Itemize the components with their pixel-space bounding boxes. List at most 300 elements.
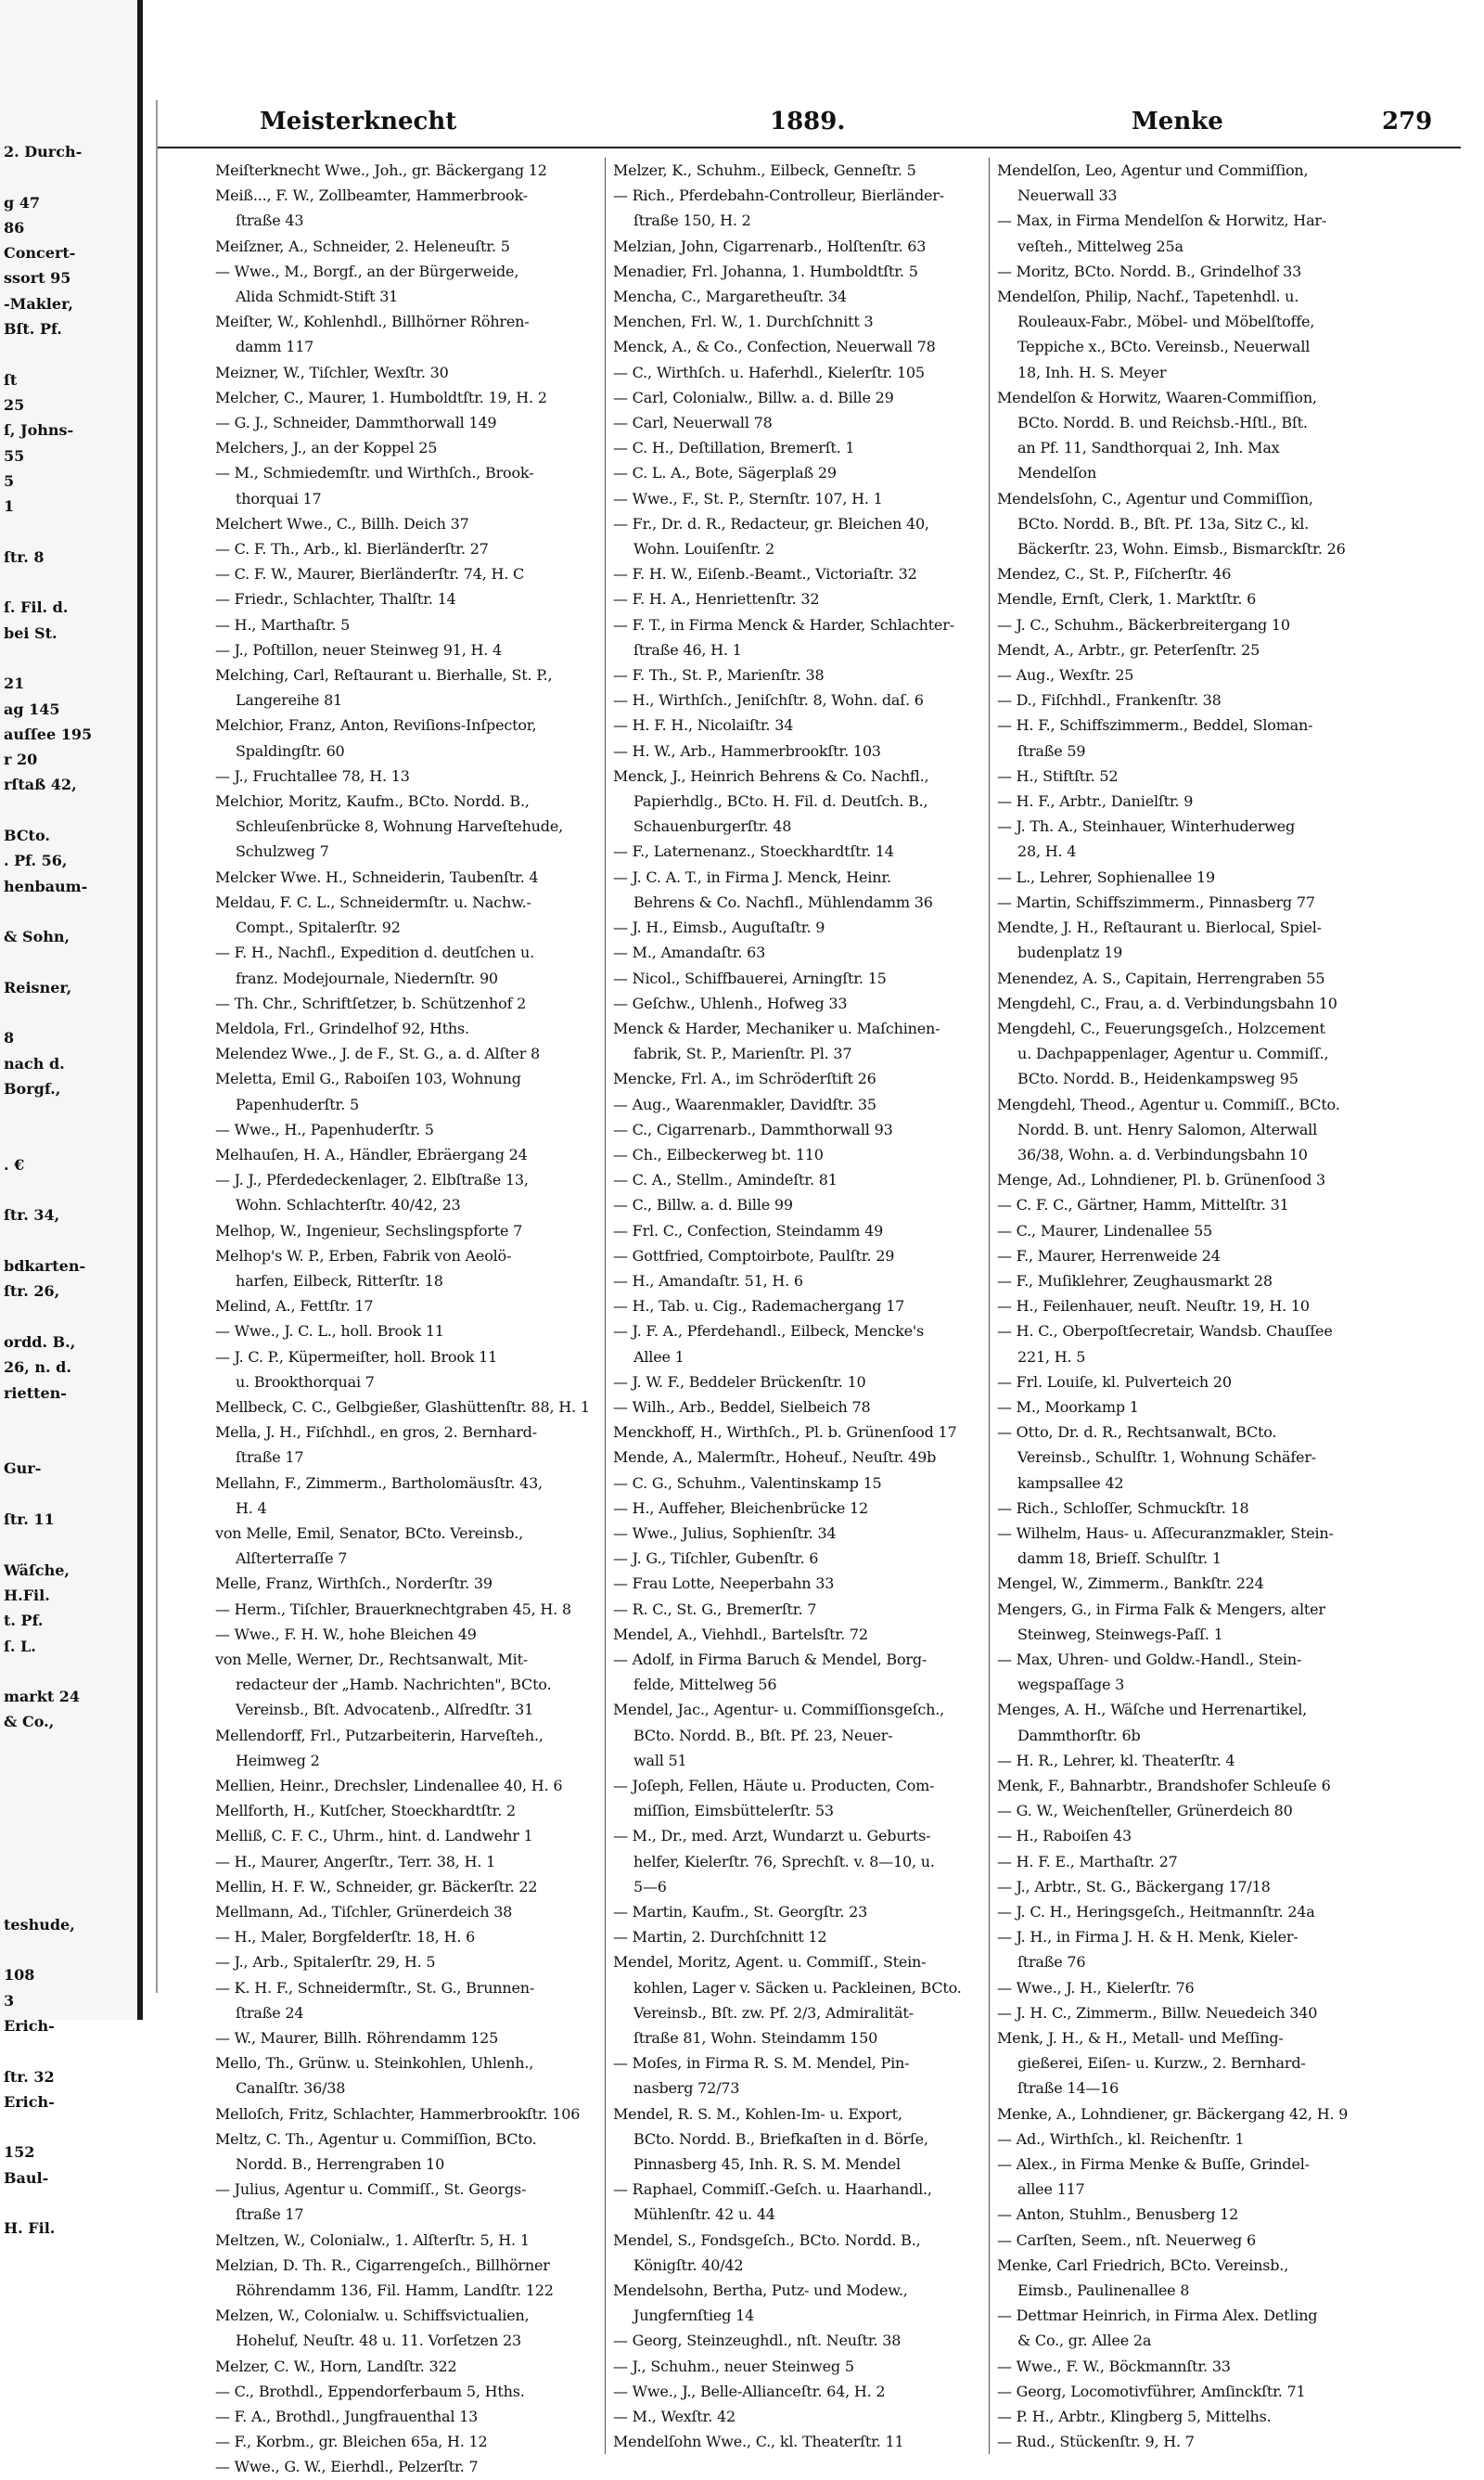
entry-continuation: 5—6 [633,1877,667,1895]
entry-continuation: allee 117 [1017,2180,1085,2199]
directory-entry: Meltz, C. Th., Agentur u. Commiſſion, BCto. [215,2129,537,2148]
directory-entry: Melliß, C. F. C., Uhrm., hint. d. Landwehr 1 [215,1827,533,1845]
margin-fragment: 152 [4,2143,35,2162]
directory-entry: — Wwe., M., Borgf., an der Bürgerweide, [215,262,519,280]
entry-continuation: harfen, Eilbeck, Ritterſtr. 18 [236,1271,443,1290]
directory-entry: — H., Tab. u. Cig., Rademachergang 17 [613,1297,905,1316]
directory-entry: — Martin, Schiffszimmerm., Pinnasberg 77 [997,893,1315,911]
margin-fragment [0,1431,130,1456]
directory-entry: Menendez, A. S., Capitain, Herrengraben 55 [997,969,1325,987]
margin-fragment: ssort 95 [4,269,71,288]
margin-fragment [0,2114,130,2139]
entry-continuation: ſtraße 76 [1017,1953,1086,1972]
directory-entry: Melching, Carl, Reſtaurant u. Bierhalle, St. P., [215,666,553,685]
directory-entry: — H. F. H., Nicolaiſtr. 34 [613,716,794,735]
entry-continuation: Steinweg, Steinwegs-Paſſ. 1 [1017,1625,1223,1643]
directory-entry: — H. W., Arb., Hammerbrookſtr. 103 [613,741,881,760]
margin-fragment [0,1886,130,1911]
directory-column-1 [215,158,616,2480]
directory-entry: — Moritz, BCto. Nordd. B., Grindelhof 33 [997,262,1302,280]
margin-fragment: henbaum- [4,877,88,895]
margin-fragment [0,1811,130,1836]
directory-entry: Mellforth, H., Kutſcher, Stoeckhardtſtr. 2 [215,1802,516,1820]
directory-entry: Melzer, C. W., Horn, Landſtr. 322 [215,2357,457,2375]
previous-page-fragments [0,139,130,2242]
entry-continuation: 221, H. 5 [1017,1347,1086,1366]
margin-fragment: 26, n. d. [4,1358,71,1377]
directory-entry: Mendel, Moritz, Agent. u. Commiſſ., Stein- [613,1953,927,1972]
directory-entry: — Friedr., Schlachter, Thalſtr. 14 [215,590,456,609]
margin-fragment [0,646,130,671]
margin-fragment: ag 145 [4,700,60,718]
entry-continuation: BCto. Nordd. B., Bſt. Pf. 13a, Sitz C., kl. [1017,514,1310,533]
directory-entry: — Carl, Colonialw., Billw. a. d. Bille 29 [613,388,894,406]
directory-entry: — J., Arb., Spitalerſtr. 29, H. 5 [215,1953,436,1972]
directory-entry: Melzer, K., Schuhm., Eilbeck, Genneſtr. 5 [613,161,916,179]
margin-fragment: Gur- [4,1459,42,1478]
directory-entry: Mendelſon & Horwitz, Waaren-Commiſſion, [997,388,1317,406]
directory-entry: Melchior, Moritz, Kaufm., BCto. Nordd. B., [215,792,530,811]
entry-continuation: Allee 1 [633,1347,684,1366]
directory-entry: — Martin, 2. Durchſchnitt 12 [613,1928,827,1947]
directory-entry: — H., Maler, Borgfelderſtr. 18, H. 6 [215,1928,476,1947]
entry-continuation: u. Dachpappenlager, Agentur u. Commiſſ., [1017,1045,1329,1063]
margin-fragment [0,1127,130,1152]
directory-entry: Menadier, Frl. Johanna, 1. Humboldtſtr. 5 [613,262,918,280]
entry-continuation: Nordd. B. unt. Henry Salomon, Alterwall [1017,1120,1317,1138]
directory-entry: Mendel, A., Viehhdl., Bartelsſtr. 72 [613,1625,868,1643]
directory-entry: — Wwe., F., St. P., Sternſtr. 107, H. 1 [613,489,883,508]
entry-continuation: Schleuſenbrücke 8, Wohnung Harveſtehude, [236,817,563,836]
directory-entry: Mella, J. H., Fiſchhdl., en gros, 2. Bernhard- [215,1423,537,1442]
directory-entry: — Max, Uhren- und Goldw.-Handl., Stein- [997,1650,1302,1668]
directory-entry: Mellmann, Ad., Tiſchler, Grünerdeich 38 [215,1903,513,1921]
directory-entry: Mengers, G., in Firma Falk & Mengers, alter [997,1600,1325,1618]
margin-fragment: . Pf. 56, [4,852,68,870]
directory-entry: — C. G., Schuhm., Valentinskamp 15 [613,1473,882,1492]
margin-fragment [0,1861,130,1886]
entry-continuation: BCto. Nordd. B., Heidenkampsweg 95 [1017,1070,1298,1088]
directory-entry: Menck, A., & Co., Confection, Neuerwall 78 [613,338,936,356]
directory-entry: — H., Amandaſtr. 51, H. 6 [613,1271,803,1290]
entry-continuation: Schulzweg 7 [236,842,329,861]
directory-entry: — J. J., Pferdedeckenlager, 2. Elbſtraße 13, [215,1171,529,1189]
directory-entry: — Joſeph, Fellen, Häute u. Producten, Com- [613,1777,935,1794]
directory-entry: — Rud., Stückenſtr. 9, H. 7 [997,2433,1195,2451]
directory-entry: Melchert Wwe., C., Billh. Deich 37 [215,514,469,533]
margin-fragment: t. Pf. [4,1612,44,1630]
directory-entry: Melcker Wwe. H., Schneiderin, Taubenſtr. 4 [215,867,539,886]
directory-entry: Menck, J., Heinrich Behrens & Co. Nachfl., [613,766,929,785]
directory-entry: — M., Moorkamp 1 [997,1397,1139,1416]
directory-entry: — H., Marthaſtr. 5 [215,615,351,634]
directory-entry: — Carſten, Seem., nſt. Neuerweg 6 [997,2230,1256,2249]
entry-continuation: Mühlenſtr. 42 u. 44 [633,2205,775,2224]
directory-entry: Mendel, Jac., Agentur- u. Commiſſionsgeſch., [613,1701,944,1719]
margin-fragment: Concert- [4,244,76,263]
directory-entry: Melzian, D. Th. R., Cigarrengeſch., Billhörner [215,2255,550,2274]
page-number: 279 [1382,108,1433,135]
entry-continuation: ſtraße 81, Wohn. Steindamm 150 [633,2029,878,2048]
directory-entry: Mendel, R. S. M., Kohlen-Im- u. Export, [613,2104,902,2123]
entry-continuation: Vereinsb., Bſt. Advocatenb., Alſredſtr. 31 [236,1701,534,1719]
margin-fragment [0,1406,130,1431]
directory-entry: — J., Arbtr., St. G., Bäckergang 17/18 [997,1877,1271,1895]
directory-entry: — C., Cigarrenarb., Dammthorwall 93 [613,1120,893,1138]
directory-entry: Mende, A., Malermſtr., Hoheuf., Neuſtr. 49b [613,1448,937,1467]
previous-page-edge [0,0,143,2238]
entry-continuation: Mendelſon [1017,464,1097,482]
directory-entry: — J. G., Tiſchler, Gubenſtr. 6 [613,1549,819,1568]
directory-entry: Meiſzner, A., Schneider, 2. Heleneuſtr. 5 [215,237,510,255]
margin-fragment: Borgf., [4,1079,61,1098]
directory-entry: — H. F., Arbtr., Danielſtr. 9 [997,792,1194,811]
entry-continuation: felde, Mittelweg 56 [633,1676,777,1694]
directory-entry: Mencha, C., Margaretheuſtr. 34 [613,288,847,306]
margin-fragment: -Makler, [4,294,73,313]
directory-entry: — Wwe., F. H. W., hohe Bleichen 49 [215,1625,477,1643]
margin-fragment: H. Fil. [4,2219,56,2238]
directory-entry: Menckhoff, H., Wirthſch., Pl. b. Grünenſood 17 [613,1423,957,1442]
directory-entry: — Adolf, in Firma Baruch & Mendel, Borg- [613,1650,928,1668]
directory-column-2 [605,158,1014,2454]
directory-entry: — D., Fiſchhdl., Frankenſtr. 38 [997,691,1222,710]
directory-entry: Meiß..., F. W., Zollbeamter, Hammerbrook- [215,186,528,205]
margin-fragment: ſtr. 8 [4,547,45,566]
header-right-keyword: Menke [1132,108,1223,135]
directory-entry: — J. H., Eimsb., Auguſtaſtr. 9 [613,919,825,937]
directory-entry: — L., Lehrer, Sophienallee 19 [997,867,1215,886]
margin-fragment [0,1785,130,1810]
directory-entry: Mendte, J. H., Reſtaurant u. Bierlocal, Spiel- [997,919,1322,937]
entry-continuation: Dammthorſtr. 6b [1017,1726,1141,1744]
margin-fragment: rietten- [4,1383,67,1402]
directory-entry: Mencke, Frl. A., im Schröderſtift 26 [613,1070,876,1088]
directory-entry: — Wwe., F. W., Böckmannſtr. 33 [997,2357,1231,2375]
directory-entry: Mendt, A., Arbtr., gr. Peterſenſtr. 25 [997,640,1260,659]
entry-continuation: franz. Modejournale, Niedernſtr. 90 [236,969,498,987]
directory-entry: Mellahn, F., Zimmerm., Bartholomäusſtr. 43, [215,1473,543,1492]
directory-entry: — J. C. H., Heringsgeſch., Heitmannſtr. 24a [997,1903,1315,1921]
directory-entry: — Alex., in Firma Menke & Buſſe, Grindel- [997,2155,1310,2174]
entry-continuation: BCto. Nordd. B., Briefkaſten in d. Börſe, [633,2129,928,2148]
entry-continuation: wall 51 [633,1751,687,1769]
entry-continuation: ſtraße 59 [1017,741,1086,760]
entry-continuation: ſtraße 43 [236,212,304,230]
margin-fragment [0,570,130,595]
entry-continuation: Vereinsb., Bſt. zw. Pf. 2/3, Admiralität- [633,2003,914,2022]
margin-fragment: Erich- [4,2016,55,2035]
directory-entry: Mengdehl, Theod., Agentur u. Commiſſ., BCto. [997,1095,1340,1113]
directory-entry: Mello, Th., Grünw. u. Steinkohlen, Uhlenh., [215,2054,534,2073]
directory-entry: Mendelsſohn, C., Agentur und Commiſſion, [997,489,1313,508]
directory-entry: — F. Th., St. P., Marienſtr. 38 [613,666,825,685]
directory-entry: — M., Wexſtr. 42 [613,2408,736,2426]
entry-continuation: fabrik, St. P., Marienſtr. Pl. 37 [633,1045,852,1063]
directory-entry: Meizner, W., Tiſchler, Wexſtr. 30 [215,363,449,381]
directory-entry: — G. J., Schneider, Dammthorwall 149 [215,414,497,432]
directory-entry: — Georg, Steinzeughdl., nſt. Neuſtr. 38 [613,2332,902,2350]
margin-fragment [0,1228,130,1253]
entry-continuation: Eimsb., Paulinenallee 8 [1017,2281,1190,2300]
directory-column-3 [989,158,1398,2454]
entry-continuation: Neuerwall 33 [1017,186,1118,205]
margin-fragment: 21 [4,675,25,693]
directory-entry: — Wwe., J. C. L., holl. Brook 11 [215,1322,444,1341]
margin-fragment: Wäſche, [4,1561,70,1579]
margin-fragment: 8 [4,1029,15,1047]
directory-entry: — Carl, Neuerwall 78 [613,414,773,432]
directory-entry: — H., Raboiſen 43 [997,1827,1132,1845]
directory-entry: — Wwe., G. W., Eierhdl., Pelzerſtr. 7 [215,2458,479,2476]
directory-entry: Melle, Franz, Wirthſch., Norderſtr. 39 [215,1574,493,1593]
directory-entry: Melchior, Franz, Anton, Reviſions-Inſpector, [215,716,537,735]
entry-continuation: wegspaſſage 3 [1017,1676,1125,1694]
directory-entry: Melhop's W. P., Erben, Fabrik von Aeolö- [215,1246,512,1265]
directory-entry: Mellin, H. F. W., Schneider, gr. Bäckerſtr. 22 [215,1877,538,1895]
margin-fragment: r 20 [4,751,38,769]
directory-entry: — H., Auffeher, Bleichenbrücke 12 [613,1498,868,1517]
directory-entry: Meldau, F. C. L., Schneidermſtr. u. Nachw.- [215,893,531,911]
margin-fragment [0,798,130,823]
entry-continuation: Wohn. Louiſenſtr. 2 [633,540,774,559]
directory-entry: Melhauſen, H. A., Händler, Ebräergang 24 [215,1145,528,1163]
margin-fragment [0,1836,130,1861]
margin-fragment [0,1659,130,1684]
margin-fragment: 86 [4,218,25,237]
entry-continuation: Röhrendamm 136, Fil. Hamm, Landſtr. 122 [236,2281,554,2300]
directory-entry: Mengel, W., Zimmerm., Bankſtr. 224 [997,1574,1264,1593]
margin-fragment [0,1760,130,1785]
margin-fragment: rſtaß 42, [4,776,77,794]
margin-fragment: . € [4,1155,25,1174]
directory-entry: — Ch., Eilbeckerweg bt. 110 [613,1145,824,1163]
margin-fragment: Bſt. Pf. [4,320,62,339]
entry-continuation: an Pf. 11, Sandthorquai 2, Inh. Max [1017,439,1280,457]
directory-entry: — Frau Lotte, Neeperbahn 33 [613,1574,835,1593]
directory-entry: Mengdehl, C., Frau, a. d. Verbindungsbahn 10 [997,994,1337,1012]
entry-continuation: kampsallee 42 [1017,1473,1124,1492]
entry-continuation: kohlen, Lager v. Säcken u. Packleinen, BCto. [633,1978,962,1997]
directory-entry: — H. C., Oberpoſtſecretair, Wandsb. Chauſſee [997,1322,1333,1341]
directory-entry: Menke, Carl Friedrich, BCto. Vereinsb., [997,2255,1289,2274]
entry-continuation: H. 4 [236,1498,267,1517]
margin-fragment: nach d. [4,1054,65,1073]
entry-continuation: Pinnasberg 45, Inh. R. S. M. Mendel [633,2155,901,2174]
margin-fragment: ſtr. 26, [4,1282,60,1301]
directory-entry: — Frl. C., Confection, Steindamm 49 [613,1221,884,1240]
directory-entry: — P. H., Arbtr., Klingberg 5, Mittelhs. [997,2408,1272,2426]
margin-fragment: bei St. [4,623,58,642]
entry-continuation: Schauenburgerſtr. 48 [633,817,792,836]
directory-entry: — Moſes, in Firma R. S. M. Mendel, Pin- [613,2054,910,2073]
margin-fragment: g 47 [4,193,41,212]
margin-fragment: bdkarten- [4,1257,86,1276]
directory-entry: — M., Amandaſtr. 63 [613,944,766,962]
directory-entry: — F., Muſiklehrer, Zeughausmarkt 28 [997,1271,1273,1290]
directory-entry: Mendelsohn, Bertha, Putz- und Modew., [613,2281,908,2300]
directory-entry: — J. C., Schuhm., Bäckerbreitergang 10 [997,615,1290,634]
directory-entry: — Wwe., H., Papenhuderſtr. 5 [215,1120,434,1138]
directory-entry: — G. W., Weichenſteller, Grünerdeich 80 [997,1802,1293,1820]
directory-entry: von Melle, Emil, Senator, BCto. Vereinsb., [215,1523,524,1542]
margin-fragment [0,2038,130,2063]
entry-continuation: 36/38, Wohn. a. d. Verbindungsbahn 10 [1017,1145,1308,1163]
directory-entry: — Wwe., J. H., Kielerſtr. 76 [997,1978,1195,1997]
directory-entry: — F., Laternenanz., Stoeckhardtſtr. 14 [613,842,894,861]
margin-fragment [0,1304,130,1330]
margin-fragment [0,1937,130,1962]
entry-continuation: gießerei, Eiſen- u. Kurzw., 2. Bernhard- [1017,2054,1306,2073]
entry-continuation: Langereihe 81 [236,691,343,710]
directory-entry: — C. L. A., Bote, Sägerplaß 29 [613,464,837,482]
directory-entry: — Martin, Kaufm., St. Georgſtr. 23 [613,1903,868,1921]
directory-entry: Mellbeck, C. C., Gelbgießer, Glashüttenſtr. 88, H. 1 [215,1397,590,1416]
directory-entry: — J. H., in Firma J. H. & H. Menk, Kieler- [997,1928,1298,1947]
directory-entry: — C. F. Th., Arb., kl. Bierländerſtr. 27 [215,540,489,559]
margin-fragment [0,164,130,189]
margin-fragment: ſ. L. [4,1637,36,1655]
directory-entry: — J., Poſtillon, neuer Steinweg 91, H. 4 [215,640,502,659]
directory-entry: — C. F. C., Gärtner, Hamm, Mittelſtr. 31 [997,1196,1289,1214]
entry-continuation: 18, Inh. H. S. Meyer [1017,363,1167,381]
directory-entry: — R. C., St. G., Bremerſtr. 7 [613,1600,817,1618]
margin-fragment: 108 [4,1966,35,1985]
margin-fragment [0,1532,130,1557]
directory-entry: — Fr., Dr. d. R., Redacteur, gr. Bleichen 40, [613,514,929,533]
margin-fragment: ſtr. 32 [4,2067,55,2086]
directory-entry: — H., Feilenhauer, neuſt. Neuſtr. 19, H. 10 [997,1297,1310,1316]
entry-continuation: Spaldingſtr. 60 [236,741,345,760]
entry-continuation: Vereinsb., Schulſtr. 1, Wohnung Schäfer- [1017,1448,1316,1467]
margin-fragment [0,1482,130,1507]
directory-entry: — F. A., Brothdl., Jungfrauenthal 13 [215,2408,479,2426]
directory-entry: — H., Maurer, Angerſtr., Terr. 38, H. 1 [215,1852,496,1870]
directory-entry: — C. F. W., Maurer, Bierländerſtr. 74, H. C [215,565,525,584]
directory-entry: Meldola, Frl., Grindelhof 92, Hths. [215,1019,469,1037]
directory-entry: — J., Fruchtallee 78, H. 13 [215,766,410,785]
entry-continuation: ſtraße 150, H. 2 [633,212,751,230]
entry-continuation: Compt., Spitalerſtr. 92 [236,919,401,937]
margin-fragment: 5 [4,471,15,490]
directory-entry: — Th. Chr., Schriftſetzer, b. Schützenhof 2 [215,994,527,1012]
directory-entry: — Geſchw., Uhlenh., Hofweg 33 [613,994,848,1012]
entry-continuation: BCto. Nordd. B., Bſt. Pf. 23, Neuer- [633,1726,893,1744]
directory-entry: Menck & Harder, Mechaniker u. Maſchinen- [613,1019,940,1037]
entry-continuation: BCto. Nordd. B. und Reichsb.-Hſtl., Bſt. [1017,414,1308,432]
directory-entry: — F. H. A., Henriettenſtr. 32 [613,590,820,609]
entry-continuation: Teppiche x., BCto. Vereinsb., Neuerwall [1017,338,1311,356]
margin-fragment: ſtr. 11 [4,1510,55,1529]
margin-fragment: 55 [4,446,25,465]
directory-entry: Menk, F., Bahnarbtr., Brandshofer Schleuſe 6 [997,1777,1331,1794]
directory-entry: — M., Dr., med. Arzt, Wundarzt u. Geburts- [613,1827,931,1845]
entry-continuation: Heimweg 2 [236,1751,320,1769]
directory-entry: — J. H. C., Zimmerm., Billw. Neuedeich 340 [997,2003,1318,2022]
margin-fragment: teshude, [4,1915,75,1934]
directory-entry: Mendel, S., Fondsgeſch., BCto. Nordd. B., [613,2230,921,2249]
entry-continuation: ſtraße 17 [236,2205,304,2224]
directory-entry: Mellien, Heinr., Drechsler, Lindenallee 40, H. 6 [215,1777,563,1794]
directory-entry: — Rich., Pferdebahn-Controlleur, Bierländer- [613,186,944,205]
directory-entry: — C., Wirthſch. u. Haferhdl., Kielerſtr. 105 [613,363,925,381]
directory-entry: — J., Schuhm., neuer Steinweg 5 [613,2357,854,2375]
entry-continuation: damm 18, Brieſf. Schulſtr. 1 [1017,1549,1222,1568]
directory-page [156,100,1461,2476]
margin-fragment: H.Fil. [4,1586,50,1604]
directory-entry: — H. F., Schiffszimmerm., Beddel, Sloman- [997,716,1313,735]
directory-entry: — K. H. F., Schneidermſtr., St. G., Brunnen- [215,1978,535,1997]
directory-entry: Menge, Ad., Lohndiener, Pl. b. Grünenſood 3 [997,1171,1326,1189]
directory-entry: — C., Maurer, Lindenallee 55 [997,1221,1213,1240]
margin-fragment: ordd. B., [4,1332,76,1351]
entry-continuation: veſteh., Mittelweg 25a [1017,237,1183,255]
margin-fragment: 3 [4,1991,15,2010]
entry-continuation: Rouleaux-Fabr., Möbel- und Möbelſtoffe, [1017,313,1315,331]
directory-entry: — Raphael, Commiſſ.-Geſch. u. Haarhandl., [613,2180,932,2199]
entry-continuation: Hoheluf, Neuſtr. 48 u. 11. Vorſetzen 23 [236,2332,521,2350]
directory-entry: Menges, A. H., Wäſche und Herrenartikel, [997,1701,1308,1719]
entry-continuation: ſtraße 46, H. 1 [633,640,742,659]
directory-entry: — Aug., Wexſtr. 25 [997,666,1134,685]
directory-entry: Mellendorff, Frl., Putzarbeiterin, Harveſteh., [215,1726,544,1744]
margin-fragment [0,1177,130,1202]
margin-fragment: BCto. [4,827,50,845]
margin-fragment: 2. Durch- [4,143,83,161]
margin-fragment [0,1101,130,1126]
directory-entry: — C., Brothdl., Eppendorferbaum 5, Hths. [215,2382,525,2400]
directory-entry: Melzian, John, Cigarrenarb., Holſtenſtr. 63 [613,237,927,255]
margin-fragment: markt 24 [4,1688,81,1706]
page-header [158,100,1461,148]
margin-fragment: Baul- [4,2168,49,2187]
directory-entry: — J. F. A., Pferdehandl., Eilbeck, Mencke's [613,1322,925,1341]
entry-continuation: Nordd. B., Herrengraben 10 [236,2155,445,2174]
entry-continuation: helfer, Kielerſtr. 76, Sprechſt. v. 8—10, u. [633,1852,935,1870]
header-left-keyword: Meisterknecht [260,108,457,135]
margin-fragment [0,950,130,975]
margin-fragment: ſ, Johns- [4,421,74,440]
entry-continuation: Jungfernſtieg 14 [633,2307,755,2325]
directory-entry: — Julius, Agentur u. Commiſſ., St. Georgs- [215,2180,527,2199]
directory-entry: — C., Billw. a. d. Bille 99 [613,1196,793,1214]
directory-entry: — H., Stiftſtr. 52 [997,766,1119,785]
directory-entry: Menchen, Frl. W., 1. Durchſchnitt 3 [613,313,874,331]
entry-continuation: Königſtr. 40/42 [633,2255,744,2274]
margin-fragment: 25 [4,395,25,414]
entry-continuation: Canalſtr. 36/38 [236,2079,346,2098]
directory-entry: Melhop, W., Ingenieur, Sechslingspforte 7 [215,1221,523,1240]
directory-entry: — C. A., Stellm., Amindeſtr. 81 [613,1171,838,1189]
directory-entry: — Max, in Firma Mendelſon & Horwitz, Har- [997,212,1327,230]
directory-entry: — M., Schmiedemſtr. und Wirthſch., Brook- [215,464,534,482]
entry-continuation: miſſion, Eimsbüttelerſtr. 53 [633,1802,834,1820]
directory-entry: Melendez Wwe., J. de F., St. G., a. d. Alſter 8 [215,1045,541,1063]
directory-entry: Mendle, Ernſt, Clerk, 1. Marktſtr. 6 [997,590,1257,609]
entry-continuation: 28, H. 4 [1017,842,1077,861]
margin-fragment: 1 [4,497,15,516]
margin-fragment [0,2191,130,2216]
directory-entry: — Rich., Schloſſer, Schmuckſtr. 18 [997,1498,1249,1517]
margin-fragment: auſſee 195 [4,725,93,743]
entry-continuation: damm 117 [236,338,314,356]
directory-entry: — J. C. A. T., in Firma J. Menck, Heinr. [613,867,891,886]
directory-entry: Menke, A., Lohndiener, gr. Bäckergang 42, H. 9 [997,2104,1349,2123]
directory-entry: Mendelſon, Leo, Agentur und Commiſſion, [997,161,1309,179]
entry-continuation: redacteur der „Hamb. Nachrichten", BCto. [236,1676,552,1694]
directory-entry: — C. H., Deſtillation, Bremerſt. 1 [613,439,855,457]
margin-fragment: ſt [4,370,18,389]
